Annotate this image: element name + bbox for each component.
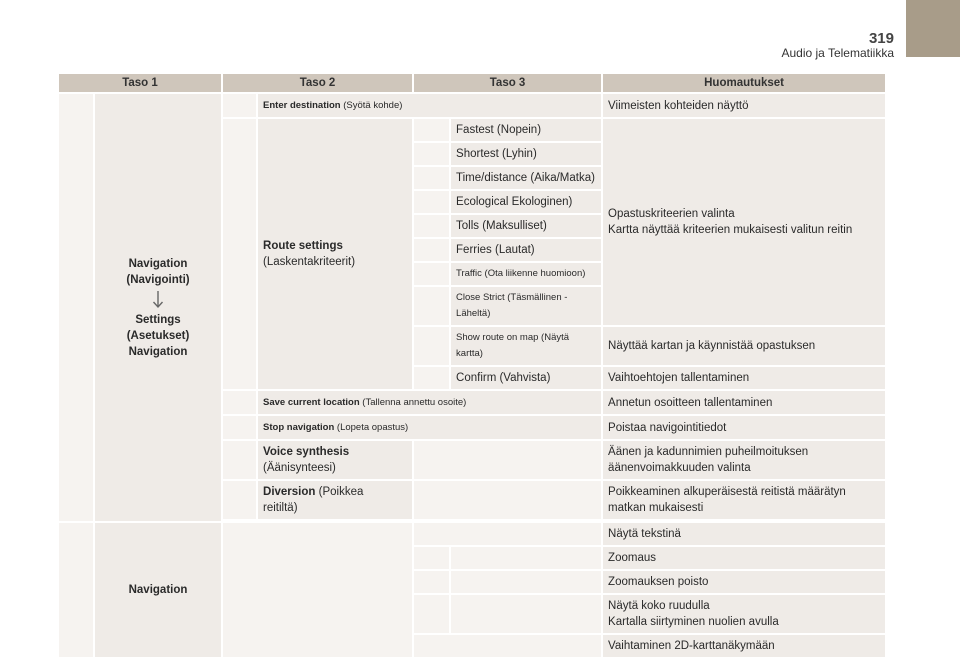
level3-spacer: [413, 118, 450, 142]
voice-synthesis-label: Voice synthesis: [263, 446, 350, 458]
empty-cell: [413, 546, 450, 570]
level2-spacer: [222, 415, 257, 440]
empty-cell: [413, 480, 602, 520]
level1-navigation2-cell: Navigation: [94, 522, 222, 658]
map-note-line2: Kartalla siirtyminen nuolien avulla: [608, 616, 779, 628]
level1-nav-sub: (Navigointi): [126, 273, 190, 286]
page-number: 319: [868, 30, 894, 47]
enter-destination-text: (Syötä kohde): [340, 100, 403, 111]
note-cell: Viimeisten kohteiden näyttö: [602, 93, 886, 118]
level1-navigation-cell: [94, 93, 222, 522]
arrow-down-icon: [152, 291, 164, 309]
section-title: Audio ja Telematiikka: [781, 46, 894, 60]
menu-table: [57, 72, 887, 659]
header-level1: Taso 1: [58, 73, 222, 93]
note-cell: Vaihtaminen 2D-karttanäkymään: [602, 634, 886, 658]
level3-spacer: [413, 366, 450, 390]
stop-navigation-label: Stop navigation: [263, 422, 335, 433]
voice-note-line2: äänenvoimakkuuden valinta: [608, 462, 751, 474]
criteria-note-cell: [602, 118, 886, 326]
option-cell: Tolls (Maksulliset): [450, 214, 602, 238]
voice-synthesis-text: (Äänisynteesi): [263, 462, 336, 474]
empty-cell: [413, 440, 602, 480]
note-cell: Zoomauksen poisto: [602, 570, 886, 594]
voice-note-line1: Äänen ja kadunnimien puheilmoituksen: [608, 446, 809, 458]
enter-destination-cell: [257, 93, 602, 118]
save-location-label: Save current location: [263, 397, 360, 408]
option-cell: Fastest (Nopein): [450, 118, 602, 142]
level3-spacer: [413, 166, 450, 190]
table-header-row: [58, 73, 886, 93]
criteria-note-line2: Kartta näyttää kriteerien mukaisesti valitun reitin: [608, 224, 853, 236]
save-location-text: (Tallenna annettu osoite): [359, 397, 467, 408]
save-location-cell: [257, 390, 602, 415]
level1-spacer: [58, 93, 94, 522]
enter-destination-label: Enter destination: [263, 100, 341, 111]
level1-spacer: [58, 522, 94, 658]
note-cell: Annetun osoitteen tallentaminen: [602, 390, 886, 415]
note-cell: [602, 480, 886, 520]
level3-spacer: [413, 214, 450, 238]
option-cell: Shortest (Lyhin): [450, 142, 602, 166]
level1-nav-label: Navigation: [128, 257, 188, 270]
diversion-text1: (Poikkea: [315, 486, 364, 498]
note-cell: Näytä tekstinä: [602, 522, 886, 546]
header-level2: Taso 2: [222, 73, 413, 93]
empty-cell: [413, 522, 602, 546]
level2-spacer: [222, 390, 257, 415]
level1-navigation-label: Navigation: [128, 345, 188, 358]
route-settings-label: Route settings: [263, 240, 343, 252]
empty-cell: [450, 546, 602, 570]
note-cell: Poistaa navigointitiedot: [602, 415, 886, 440]
level2-spacer: [222, 480, 257, 520]
note-cell: [602, 440, 886, 480]
level2-spacer: [222, 440, 257, 480]
note-cell: Vaihtoehtojen tallentaminen: [602, 366, 886, 390]
criteria-note-line1: Opastuskriteerien valinta: [608, 208, 735, 220]
diversion-label: Diversion: [263, 486, 316, 498]
diversion-note-line1: Poikkeaminen alkuperäisestä reitistä määrätyn: [608, 486, 846, 498]
empty-cell: [413, 570, 450, 594]
voice-synthesis-cell: [257, 440, 413, 480]
diversion-note-line2: matkan mukaisesti: [608, 502, 704, 514]
header-level3: Taso 3: [413, 73, 602, 93]
page-tab: [906, 0, 960, 57]
map-note-line1: Näytä koko ruudulla: [608, 600, 710, 612]
level3-spacer: [413, 286, 450, 326]
option-cell: Close Strict (Täsmällinen - Läheltä): [450, 286, 602, 326]
level1-settings-sub: (Asetukset): [126, 329, 190, 342]
level3-spacer: [413, 190, 450, 214]
option-cell: Ferries (Lautat): [450, 238, 602, 262]
route-settings-cell: [257, 118, 413, 390]
empty-cell: [413, 634, 602, 658]
table-row: [58, 522, 886, 546]
option-cell: Traffic (Ota liikenne huomioon): [450, 262, 602, 286]
option-cell: Ecological Ekologinen): [450, 190, 602, 214]
level3-spacer: [413, 238, 450, 262]
table-row: [58, 93, 886, 118]
note-cell: Näyttää kartan ja käynnistää opastuksen: [602, 326, 886, 366]
level2-spacer: [222, 93, 257, 118]
level3-spacer: [413, 142, 450, 166]
stop-navigation-text: (Lopeta opastus): [334, 422, 409, 433]
note-cell: [602, 594, 886, 634]
empty-cell: [450, 594, 602, 634]
level3-spacer: [413, 262, 450, 286]
level2-spacer: [222, 118, 257, 390]
diversion-cell: [257, 480, 413, 520]
header-notes: Huomautukset: [602, 73, 886, 93]
route-settings-text: (Laskentakriteerit): [263, 256, 356, 268]
show-route-cell: Show route on map (Näytä kartta): [450, 326, 602, 366]
level3-spacer: [413, 326, 450, 366]
level1-settings-label: Settings: [135, 313, 181, 326]
diversion-text2: reitiltä): [263, 502, 298, 514]
empty-cell: [450, 570, 602, 594]
empty-cell: [222, 522, 413, 658]
stop-navigation-cell: [257, 415, 602, 440]
confirm-cell: Confirm (Vahvista): [450, 366, 602, 390]
empty-cell: [413, 594, 450, 634]
note-cell: Zoomaus: [602, 546, 886, 570]
option-cell: Time/distance (Aika/Matka): [450, 166, 602, 190]
